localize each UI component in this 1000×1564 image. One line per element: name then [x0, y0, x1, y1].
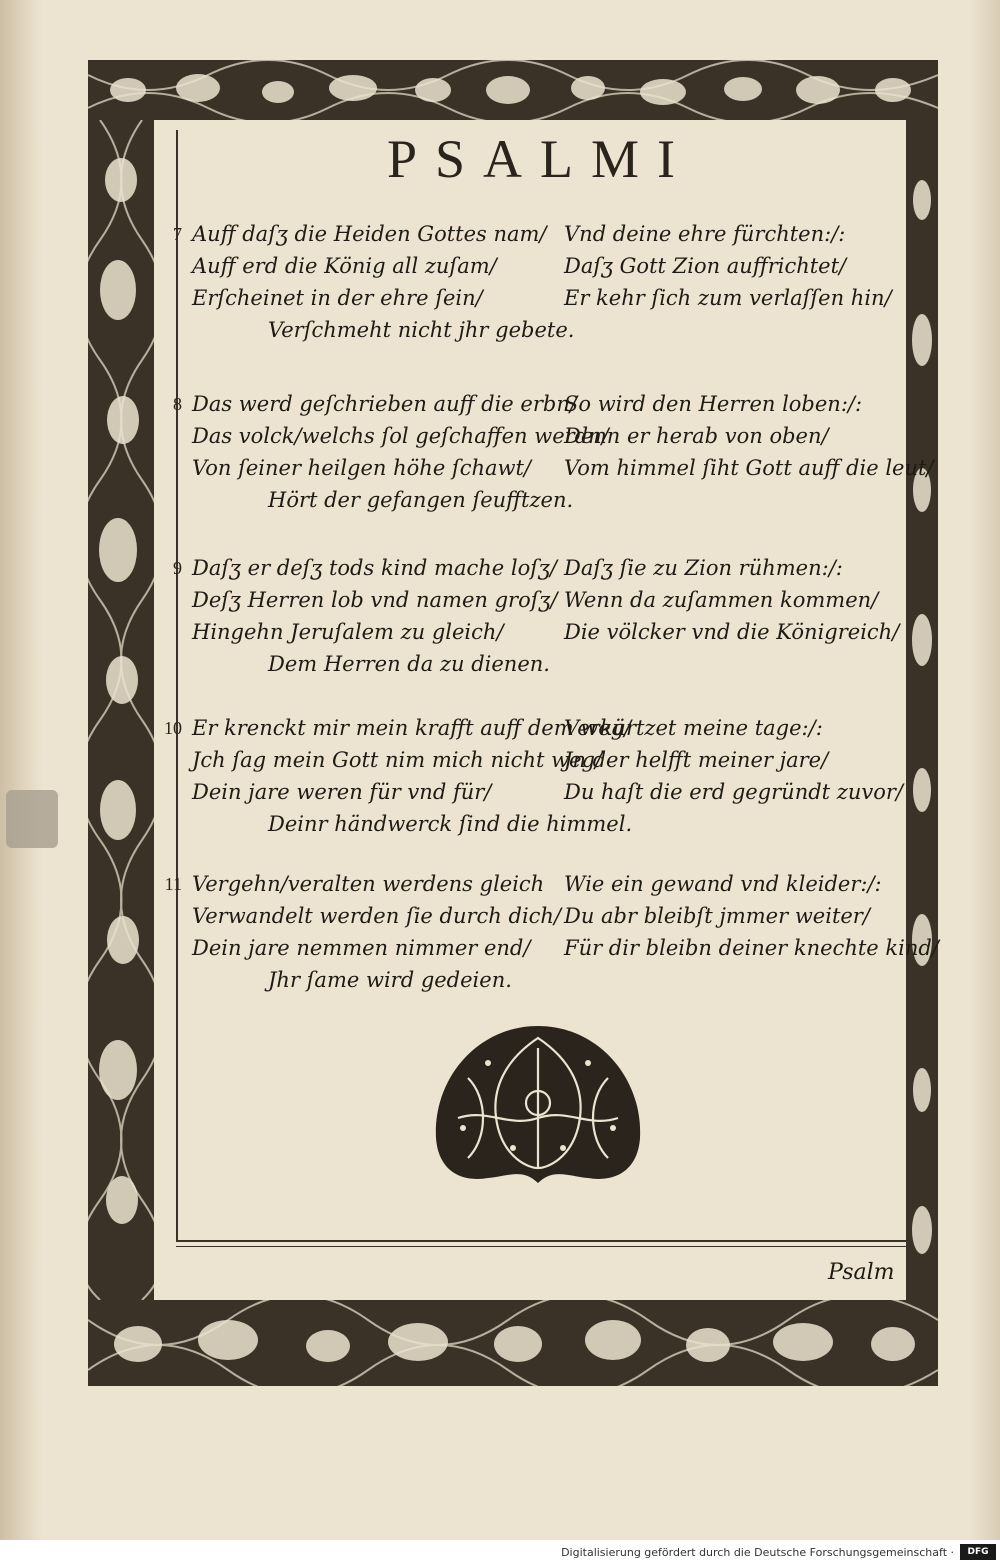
stanza-8 [158, 392, 934, 520]
verse-line-second-half: Er kehr ſich zum verlaſſen hin/ [564, 286, 892, 310]
verse-line-first-half: Dein jare weren für vnd für/ [192, 780, 492, 804]
verse-line [158, 392, 898, 424]
verse-line [158, 556, 898, 588]
verse-line-first-half: Das volck/welchs ſol geſchaffen werdn/ [192, 424, 609, 448]
verse-line [158, 254, 898, 286]
verse-line-second-half: Verkürtzet meine tage:/: [564, 716, 823, 740]
verse-line-second-half: Wenn da zuſammen kommen/ [564, 588, 879, 612]
page-edge-right [970, 0, 1000, 1540]
verse-line [158, 780, 903, 812]
book-clip [6, 790, 58, 848]
verse-line-second-half: Für dir bleibn deiner knechte kind/ [564, 936, 939, 960]
verse-line-second-half: Daſʒ ſie zu Zion rühmen:/: [564, 556, 843, 580]
verse-number: 9 [173, 558, 182, 578]
verse-closing-line [158, 488, 898, 520]
verse-number: 8 [173, 394, 182, 414]
verse-line-second-half: Jn der helfft meiner jare/ [564, 748, 829, 772]
verse-line-second-half: Vom himmel ſiht Gott auff die leut/ [564, 456, 934, 480]
verse-line-first-half: Daſʒ er deſʒ tods kind mache loſʒ/ [192, 556, 557, 580]
stanza-11 [158, 872, 939, 1000]
verse-line-first-half: Erſcheinet in der ehre ſein/ [192, 286, 483, 310]
verse-line [158, 222, 898, 254]
verse-line-second-half: Vnd deine ehre fürchten:/: [564, 222, 846, 246]
verse-line-second-half: Denn er herab von oben/ [564, 424, 829, 448]
verse-line-first-half: Hingehn Jeruſalem zu gleich/ [192, 620, 504, 644]
verse-line [158, 286, 898, 318]
verse-line-first-half: Er krenckt mir mein krafft auff dem weg/ [192, 716, 632, 740]
verse-line [158, 936, 939, 968]
verse-line-first-half: Von ſeiner heilgen höhe ſchawt/ [192, 456, 531, 480]
verse-number: 10 [164, 718, 182, 738]
ornamental-border-bottom [88, 1300, 938, 1386]
verse-line-first-half: Dein jare nemmen nimmer end/ [192, 936, 531, 960]
verse-line-first-half: Verwandelt werden ſie durch dich/ [192, 904, 562, 928]
dfg-logo: DFG [960, 1544, 996, 1560]
stanza-7 [158, 222, 898, 350]
verse-line-second-half: So wird den Herren loben:/: [564, 392, 863, 416]
verse-line-second-half: Du haſt die erd gegründt zuvor/ [564, 780, 903, 804]
stanza-10 [158, 716, 903, 844]
closing-text: Deinr händwerck ſind die himmel. [268, 812, 633, 836]
ornamental-border-right [906, 120, 938, 1300]
catchword: Psalm [828, 1260, 895, 1285]
ornamental-vignette [428, 1018, 648, 1188]
verse-closing-line [158, 968, 898, 1000]
verse-closing-line [158, 812, 898, 844]
verse-line-first-half: Das werd geſchrieben auff die erbn/ [192, 392, 577, 416]
verse-line [158, 872, 898, 904]
verse-line-second-half: Daſʒ Gott Zion auffrichtet/ [564, 254, 847, 278]
verse-line-first-half: Auff daſʒ die Heiden Gottes nam/ [192, 222, 547, 246]
frame-rule-bottom [176, 1240, 906, 1242]
verse-line [158, 620, 898, 652]
verse-line-first-half: Deſʒ Herren lob vnd namen groſʒ/ [192, 588, 558, 612]
verse-line [158, 904, 898, 936]
verse-line-first-half: Auff erd die König all zuſam/ [192, 254, 497, 278]
verse-number: 7 [173, 224, 182, 244]
verse-line [158, 716, 898, 748]
ornamental-border-left [88, 120, 154, 1300]
closing-text: Dem Herren da zu dienen. [268, 652, 550, 676]
footer-credit: Digitalisierung gefördert durch die Deutsche Forschungsgemeinschaft · [561, 1546, 954, 1559]
verse-line [158, 588, 898, 620]
stanza-9 [158, 556, 898, 684]
verse-line-first-half: Vergehn/veralten werdens gleich [192, 872, 545, 896]
verse-line-second-half: Wie ein gewand vnd kleider:/: [564, 872, 882, 896]
frame-rule-bottom-inner [176, 1246, 906, 1247]
verse-line-second-half: Die völcker vnd die Königreich/ [564, 620, 900, 644]
verse-closing-line [158, 318, 898, 350]
verse-closing-line [158, 652, 898, 684]
ornamental-border-top [88, 60, 938, 120]
closing-text: Jhr ſame wird gedeien. [268, 968, 512, 992]
verse-line-first-half: Jch ſag mein Gott nim mich nicht weg/ [192, 748, 603, 772]
page-edge-left [0, 0, 42, 1540]
closing-text: Verſchmeht nicht jhr gebete. [268, 318, 575, 342]
digitization-footer [0, 1540, 1000, 1564]
verse-line [158, 748, 898, 780]
closing-text: Hört der gefangen ſeufftzen. [268, 488, 574, 512]
verse-line [158, 424, 898, 456]
verse-line-second-half: Du abr bleibſt jmmer weiter/ [564, 904, 870, 928]
verse-number: 11 [164, 874, 182, 894]
page-title: PSALMI [386, 129, 694, 189]
verse-line [158, 456, 934, 488]
